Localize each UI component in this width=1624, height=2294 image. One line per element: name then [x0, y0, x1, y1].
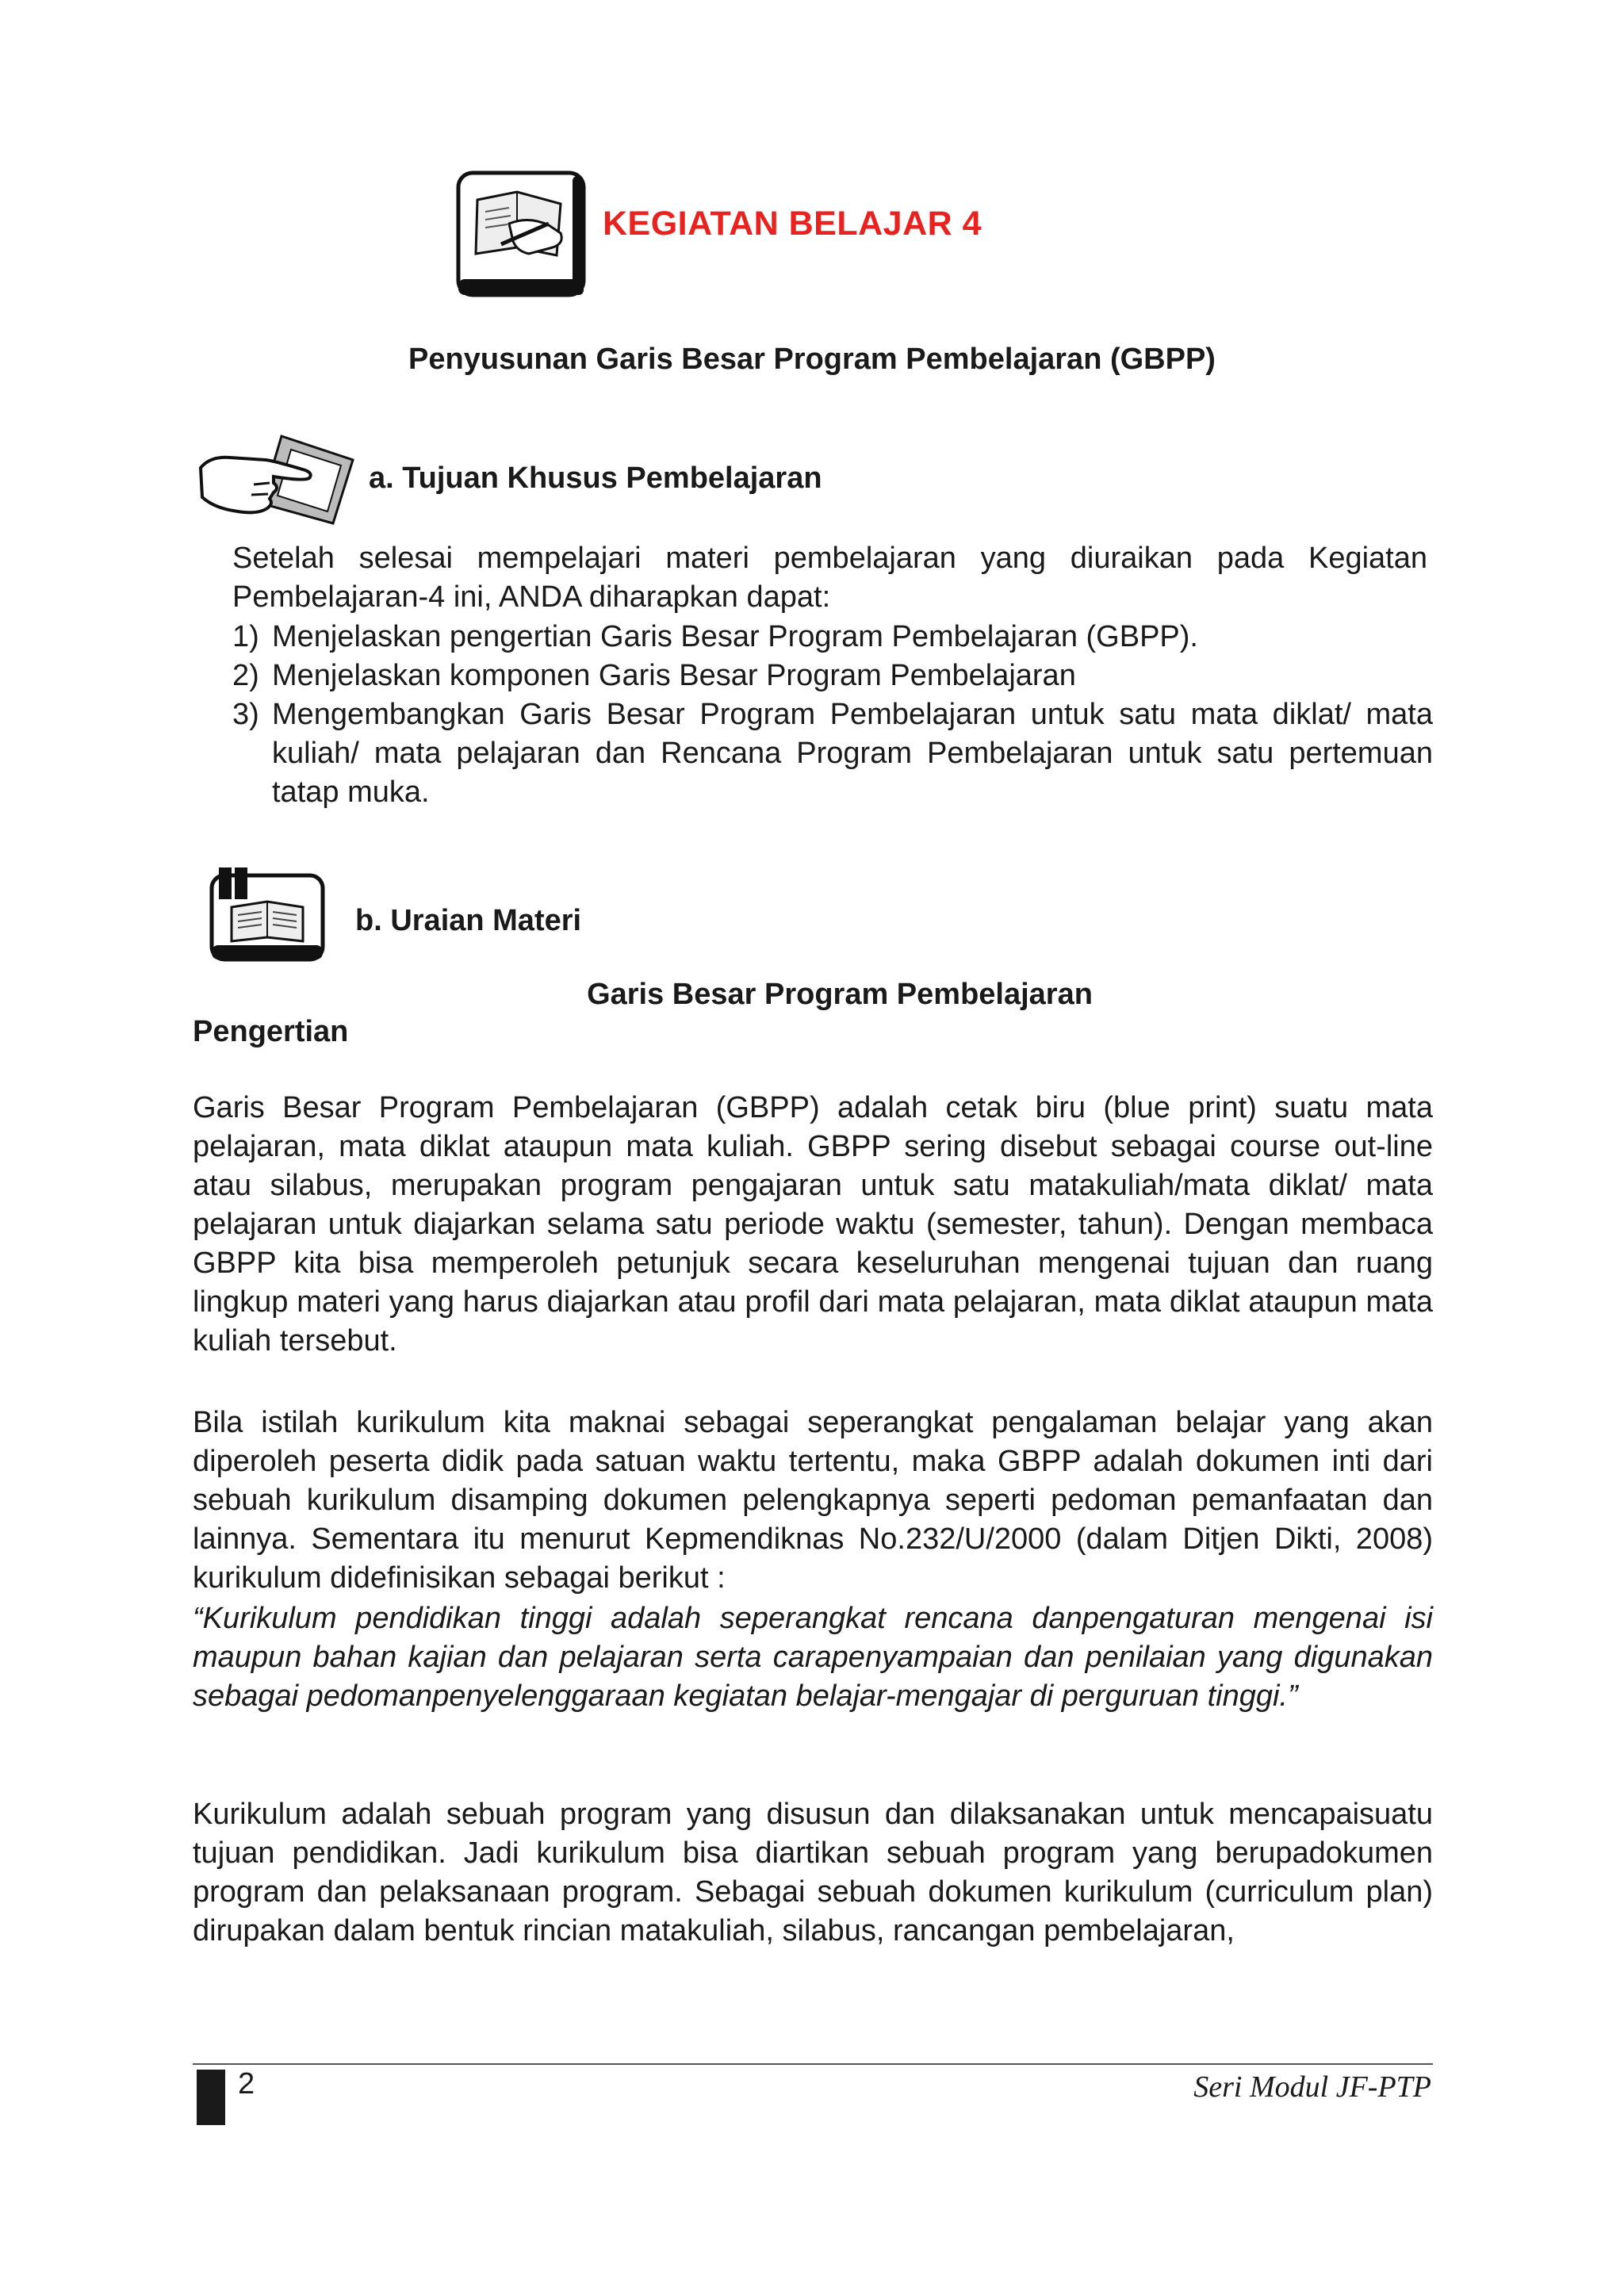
- footer-divider: [193, 2063, 1433, 2065]
- list-item-number: 3): [232, 698, 259, 731]
- paragraph-1: Garis Besar Program Pembelajaran (GBPP) adalah cetak biru (blue print) suatu mata pelajaran, mata diklat ataupun mata kuliah. GBPP sering disebut sebagai course out-line atau silabus, merupakan program pengajaran untuk satu matakuliah/mata diklat/ mata pelajaran untuk diajarkan selama satu periode waktu (semester, tahun). Dengan membaca GBPP kita bisa memperoleh petunjuk secara keseluruhan mengenai tujuan dan ruang lingkup materi yang harus diajarkan atau profil dari mata pelajaran, mata diklat ataupun mata kuliah tersebut.: [193, 1091, 1433, 1358]
- paragraph-3: Kurikulum adalah sebuah program yang disusun dan dilaksanakan untuk mencapaisuatu tujuan pendidikan. Jadi kurikulum bisa diartikan sebuah program yang berupadokumen program dan pelaksanaan program. Sebagai sebuah dokumen kurikulum (curriculum plan) dirupakan dalam bentuk rincian matakuliah, silabus, rancangan pembelajaran,: [193, 1798, 1433, 1947]
- section-title: Garis Besar Program Pembelajaran: [587, 978, 1093, 1011]
- list-item-text: Mengembangkan Garis Besar Program Pembelajaran untuk satu mata diklat/ mata kuliah/ mata pelajaran dan Rencana Program Pembelajaran untuk satu pertemuan tatap muka.: [272, 698, 1433, 809]
- subtitle: Penyusunan Garis Besar Program Pembelajaran (GBPP): [408, 343, 1216, 376]
- list-item-text: Menjelaskan pengertian Garis Besar Program Pembelajaran (GBPP).: [272, 620, 1198, 653]
- section-a-intro: Setelah selesai mempelajari materi pembelajaran yang diuraikan pada Kegiatan Pembelajaran-4 ini, ANDA diharapkan dapat:: [232, 542, 1427, 614]
- list-item-number: 2): [232, 659, 259, 692]
- list-item: [232, 657, 1433, 695]
- objectives-list: [232, 618, 1433, 812]
- series-label: Seri Modul JF-PTP: [1193, 2070, 1431, 2104]
- page-title: KEGIATAN BELAJAR 4: [603, 205, 982, 243]
- footer-marker: [197, 2070, 225, 2125]
- sub-heading: Pengertian: [193, 1015, 349, 1048]
- paragraph-2: Bila istilah kurikulum kita maknai sebagai seperangkat pengalaman belajar yang akan diperoleh peserta didik pada satuan waktu tertentu, maka GBPP adalah dokumen inti dari sebuah kurikulum disamping dokumen pelengkapnya seperti pedoman pemanfaatan dan lainnya. Sementara itu menurut Kepmendiknas No.232/U/2000 (dalam Ditjen Dikti, 2008) kurikulum didefinisikan sebagai berikut :: [193, 1406, 1433, 1595]
- quote-paragraph: “Kurikulum pendidikan tinggi adalah seperangkat rencana danpengaturan mengenai isi maupun bahan kajian dan pelajaran serta carapenyampaian dan penilaian yang digunakan sebagai pedomanpenyelenggaraan kegiatan belajar-mengajar di perguruan tinggi.”: [193, 1602, 1433, 1713]
- pointing-hand-icon: [194, 432, 361, 527]
- writing-hand-icon: [454, 168, 588, 300]
- list-item-text: Menjelaskan komponen Garis Besar Program Pembelajaran: [272, 659, 1076, 692]
- page-number: 2: [238, 2067, 255, 2101]
- section-a-heading: a. Tujuan Khusus Pembelajaran: [369, 461, 822, 495]
- list-item: [232, 695, 1433, 812]
- list-item-number: 1): [232, 620, 259, 653]
- section-b-heading: b. Uraian Materi: [355, 904, 582, 937]
- list-item: [232, 618, 1433, 657]
- open-book-icon: [208, 866, 327, 964]
